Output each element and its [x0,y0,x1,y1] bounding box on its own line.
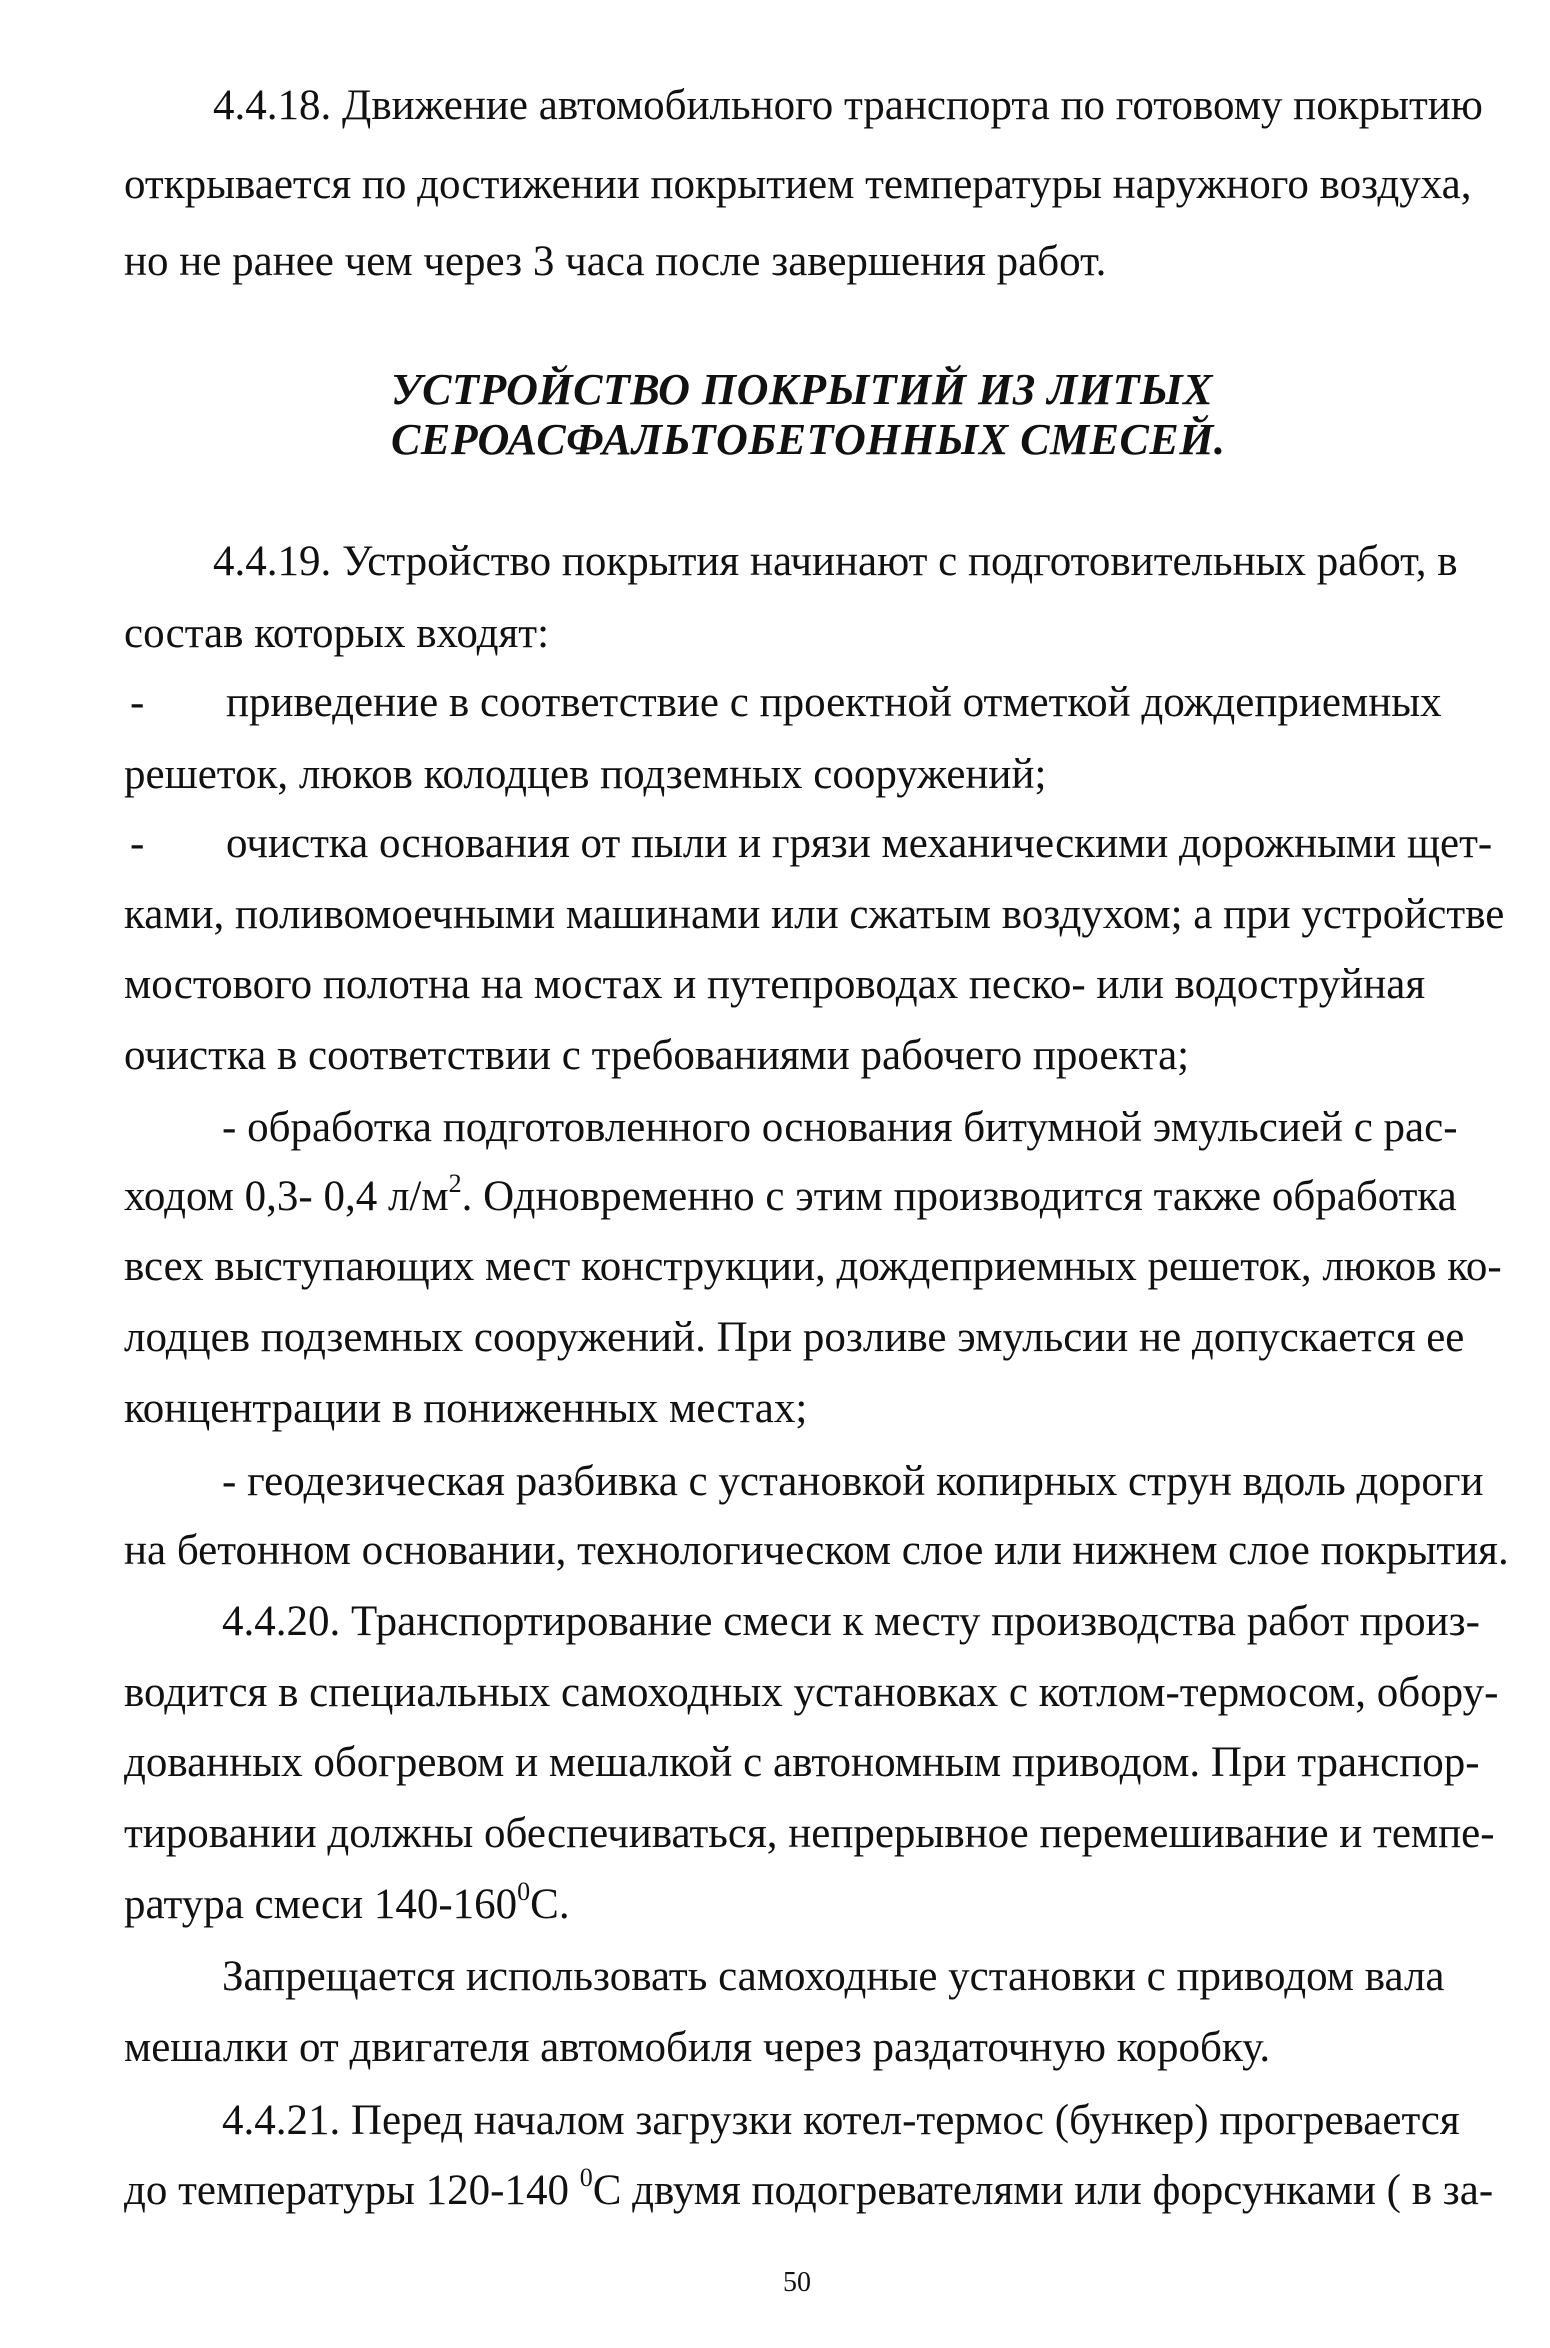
list-item-2-line-2: ками, поливомоечными машинами или сжатым воздухом; а при устройстве [124,891,1505,938]
list-item-3-line-3: всех выступающих мест конструкции, дождеприемных решеток, люков ко- [124,1243,1502,1290]
list-item-3-line-2-part-a: ходом 0,3- 0,4 л/м [124,1173,449,1220]
prohibition-line-2: мешалки от двигателя автомобиля через раздаточную коробку. [124,2024,1271,2071]
list-item-2-line-4: очистка в соответствии с требованиями рабочего проекта; [124,1032,1190,1079]
list-item-2-line-1: очистка основания от пыли и грязи механическими дорожными щет- [226,820,1493,867]
paragraph-4-4-20-line-3: дованных обогревом и мешалкой с автономным приводом. При транспор- [124,1739,1480,1786]
paragraph-4-4-21-line-1: 4.4.21. Перед началом загрузки котел-термос (бункер) прогревается [222,2097,1460,2144]
list-item-3-line-2 [124,1169,1457,1220]
superscript-square: 2 [448,1169,462,1198]
list-item-1-line-2: решеток, люков колодцев подземных сооружений; [124,751,1047,798]
section-heading-line-2: СЕРОАСФАЛЬТОБЕТОННЫХ СМЕСЕЙ. [391,415,1226,464]
list-item-3-line-5: концентрации в пониженных местах; [124,1385,808,1432]
paragraph-4-4-20-line-5 [124,1877,570,1928]
list-item-2-line-3: мостового полотна на мостах и путепроводах песко- или водоструйная [124,961,1426,1008]
list-item-3-line-2-part-b: . Одновременно с этим производится также обработка [461,1173,1457,1220]
paragraph-4-4-20-line-5-part-a: ратура смеси 140-160 [124,1881,518,1928]
list-item-4-line-2: на бетонном основании, технологическом слое или нижнем слое покрытия. [124,1527,1509,1574]
superscript-degree: 0 [579,2163,593,2192]
superscript-degree: 0 [517,1877,531,1906]
paragraph-4-4-20-line-5-part-b: С. [530,1881,570,1928]
paragraph-4-4-18-line-3: но не ранее чем через 3 часа после завершения работ. [124,238,1107,285]
list-item-2-dash: - [130,820,145,867]
prohibition-line-1: Запрещается использовать самоходные установки с приводом вала [222,1953,1445,2000]
list-item-1-line-1: приведение в соответствие с проектной отметкой дождеприемных [226,679,1442,726]
list-item-3-line-4: лодцев подземных сооружений. При розливе эмульсии не допускается ее [124,1314,1465,1361]
paragraph-4-4-19-line-1: 4.4.19. Устройство покрытия начинают с подготовительных работ, в [213,538,1458,585]
paragraph-4-4-20-line-4: тировании должны обеспечиваться, непрерывное перемешивание и темпе- [124,1810,1495,1857]
paragraph-4-4-18-line-1: 4.4.18. Движение автомобильного транспорта по готовому покрытию [213,82,1483,129]
list-item-1-dash: - [130,679,145,726]
section-heading-line-1: УСТРОЙСТВО ПОКРЫТИЙ ИЗ ЛИТЫХ [391,365,1214,414]
paragraph-4-4-21-line-2 [124,2163,1494,2214]
paragraph-4-4-20-line-2: водится в специальных самоходных установках с котлом-термосом, обору- [124,1669,1499,1716]
list-item-3-line-1: - обработка подготовленного основания битумной эмульсией с рас- [222,1104,1458,1151]
paragraph-4-4-21-line-2-part-b: С двумя подогревателями или форсунками ( в за- [592,2167,1494,2214]
list-item-4-line-1: - геодезическая разбивка с установкой копирных струн вдоль дороги [222,1458,1484,1505]
paragraph-4-4-21-line-2-part-a: до температуры 120-140 [124,2167,580,2214]
paragraph-4-4-20-line-1: 4.4.20. Транспортирование смеси к месту производства работ произ- [222,1598,1480,1645]
page-number: 50 [783,2267,811,2298]
paragraph-4-4-19-line-2: состав которых входят: [124,610,550,657]
paragraph-4-4-18-line-2: открывается по достижении покрытием температуры наружного воздуха, [124,161,1472,208]
